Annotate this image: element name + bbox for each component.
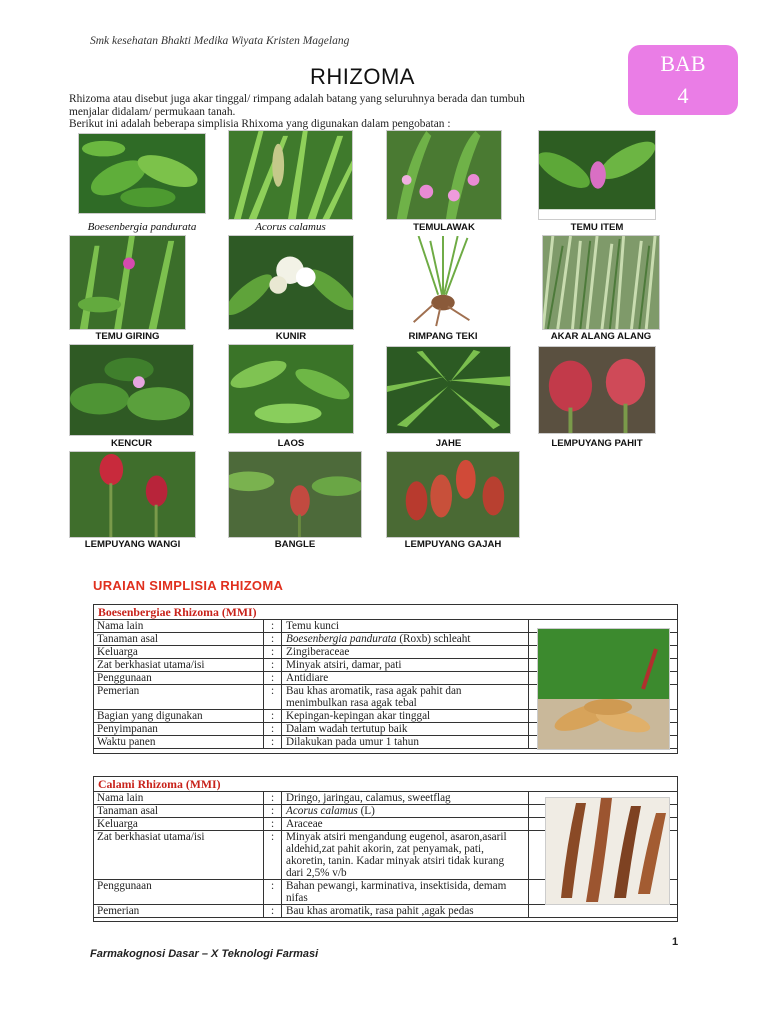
field-separator: : — [264, 685, 282, 709]
field-separator: : — [264, 792, 282, 804]
monograph-calami — [93, 776, 678, 922]
plant-caption: Boesenbergia pandurata — [87, 221, 197, 233]
plant-photo — [228, 451, 362, 538]
plant-caption: KUNIR — [275, 331, 307, 342]
field-separator: : — [264, 710, 282, 722]
field-value: Minyak atsiri mengandung eugenol, asaron,asaril aldehid,zat pahit akorin, zat penyamak, pati, akoretin, tanin. Kadar minyak atsiri tidak kurang dari 2,5% v/b — [282, 831, 529, 879]
plant-caption: RIMPANG TEKI — [408, 331, 478, 342]
field-label: Waktu panen — [94, 736, 264, 748]
field-label: Keluarga — [94, 646, 264, 658]
plant-photo — [69, 235, 186, 330]
author-citation: (Roxb) schleaht — [396, 633, 471, 645]
field-value — [282, 633, 529, 645]
plant-photo — [228, 344, 354, 434]
chapter-badge — [628, 45, 738, 115]
plant-photo — [542, 235, 660, 330]
page-number: 1 — [672, 936, 679, 948]
header-school: Smk kesehatan Bhakti Medika Wiyata Kristen Magelang — [90, 35, 350, 47]
plant-photo — [69, 344, 194, 436]
table-row — [94, 905, 677, 918]
field-separator: : — [264, 736, 282, 748]
intro-line-3: Berikut ini adalah beberapa simplisia Rhixoma yang digunakan dalam pengobatan : — [69, 118, 451, 131]
plant-caption: BANGLE — [274, 539, 316, 550]
latin-name: Acorus calamus — [286, 805, 358, 817]
plant-caption: LEMPUYANG WANGI — [84, 539, 181, 550]
field-value: Kepingan-kepingan akar tinggal — [282, 710, 529, 722]
field-value: Minyak atsiri, damar, pati — [282, 659, 529, 671]
plant-photo — [386, 346, 511, 434]
plant-photo — [538, 130, 656, 220]
field-label: Zat berkhasiat utama/isi — [94, 659, 264, 671]
field-label: Penggunaan — [94, 880, 264, 904]
field-separator: : — [264, 880, 282, 904]
intro-paragraph — [69, 93, 629, 131]
page-title: RHIZOMA — [310, 64, 415, 89]
field-label: Penyimpanan — [94, 723, 264, 735]
field-label: Keluarga — [94, 818, 264, 830]
plant-photo — [228, 130, 353, 220]
intro-line-1: Rhizoma atau disebut juga akar tinggal/ rimpang adalah batang yang seluruhnya berada dan tumbuh — [69, 93, 525, 105]
field-separator: : — [264, 818, 282, 830]
monograph-boesenbergiae — [93, 604, 678, 754]
plant-photo — [78, 133, 206, 214]
plant-caption: TEMULAWAK — [413, 222, 475, 233]
badge-label: BAB — [660, 51, 706, 76]
field-value: Dalam wadah tertutup baik — [282, 723, 529, 735]
plant-caption: Acorus calamus — [255, 221, 326, 233]
field-label: Penggunaan — [94, 672, 264, 684]
field-value: Bahan pewangi, karminativa, insektisida, demam nifas — [282, 880, 529, 904]
plant-caption: LAOS — [277, 438, 305, 449]
section-title: URAIAN SIMPLISIA RHIZOMA — [93, 578, 284, 593]
plant-photo — [398, 235, 488, 330]
rhizome-photo — [537, 628, 670, 750]
intro-line-2: menjalar didalam/ permukaan tanah. — [69, 105, 236, 118]
field-value: Dilakukan pada umur 1 tahun — [282, 736, 529, 748]
author-citation: (L) — [357, 805, 375, 817]
field-value: Bau khas aromatik, rasa pahit ,agak pedas — [282, 905, 529, 917]
monograph-heading: Boesenbergiae Rhizoma (MMI) — [94, 605, 677, 620]
plant-caption: JAHE — [435, 438, 462, 449]
image-column — [529, 905, 677, 917]
field-separator: : — [264, 831, 282, 879]
plant-photo — [538, 346, 656, 434]
field-value: Antidiare — [282, 672, 529, 684]
plant-photo — [386, 130, 502, 220]
plant-caption: TEMU ITEM — [570, 222, 624, 233]
field-label: Pemerian — [94, 685, 264, 709]
field-separator: : — [264, 633, 282, 645]
plant-caption: KENCUR — [110, 438, 153, 449]
field-value: Zingiberaceae — [282, 646, 529, 658]
field-label: Tanaman asal — [94, 633, 264, 645]
plant-photo — [386, 451, 520, 538]
plant-photo — [69, 451, 196, 538]
plant-caption: LEMPUYANG GAJAH — [404, 539, 502, 550]
field-separator: : — [264, 805, 282, 817]
field-separator: : — [264, 672, 282, 684]
page-footer: Farmakognosi Dasar – X Teknologi Farmasi — [90, 948, 319, 960]
field-value: Dringo, jaringau, calamus, sweetflag — [282, 792, 529, 804]
field-separator: : — [264, 620, 282, 632]
field-value: Temu kunci — [282, 620, 529, 632]
field-separator: : — [264, 659, 282, 671]
field-label: Pemerian — [94, 905, 264, 917]
field-separator: : — [264, 905, 282, 917]
plant-caption: TEMU GIRING — [95, 331, 160, 342]
calamus-photo — [545, 797, 670, 905]
field-separator: : — [264, 723, 282, 735]
badge-number: 4 — [677, 83, 689, 108]
field-label: Tanaman asal — [94, 805, 264, 817]
field-value: Bau khas aromatik, rasa agak pahit dan menimbulkan rasa agak tebal — [282, 685, 529, 709]
latin-name: Boesenbergia pandurata — [286, 633, 397, 645]
field-value — [282, 805, 529, 817]
plant-caption: LEMPUYANG PAHIT — [551, 438, 643, 449]
plant-photo — [228, 235, 354, 330]
field-separator: : — [264, 646, 282, 658]
field-label: Zat berkhasiat utama/isi — [94, 831, 264, 879]
field-label: Nama lain — [94, 792, 264, 804]
field-value: Araceae — [282, 818, 529, 830]
plant-caption: AKAR ALANG ALANG — [550, 331, 652, 342]
field-label: Nama lain — [94, 620, 264, 632]
field-label: Bagian yang digunakan — [94, 710, 264, 722]
monograph-heading: Calami Rhizoma (MMI) — [94, 777, 677, 792]
